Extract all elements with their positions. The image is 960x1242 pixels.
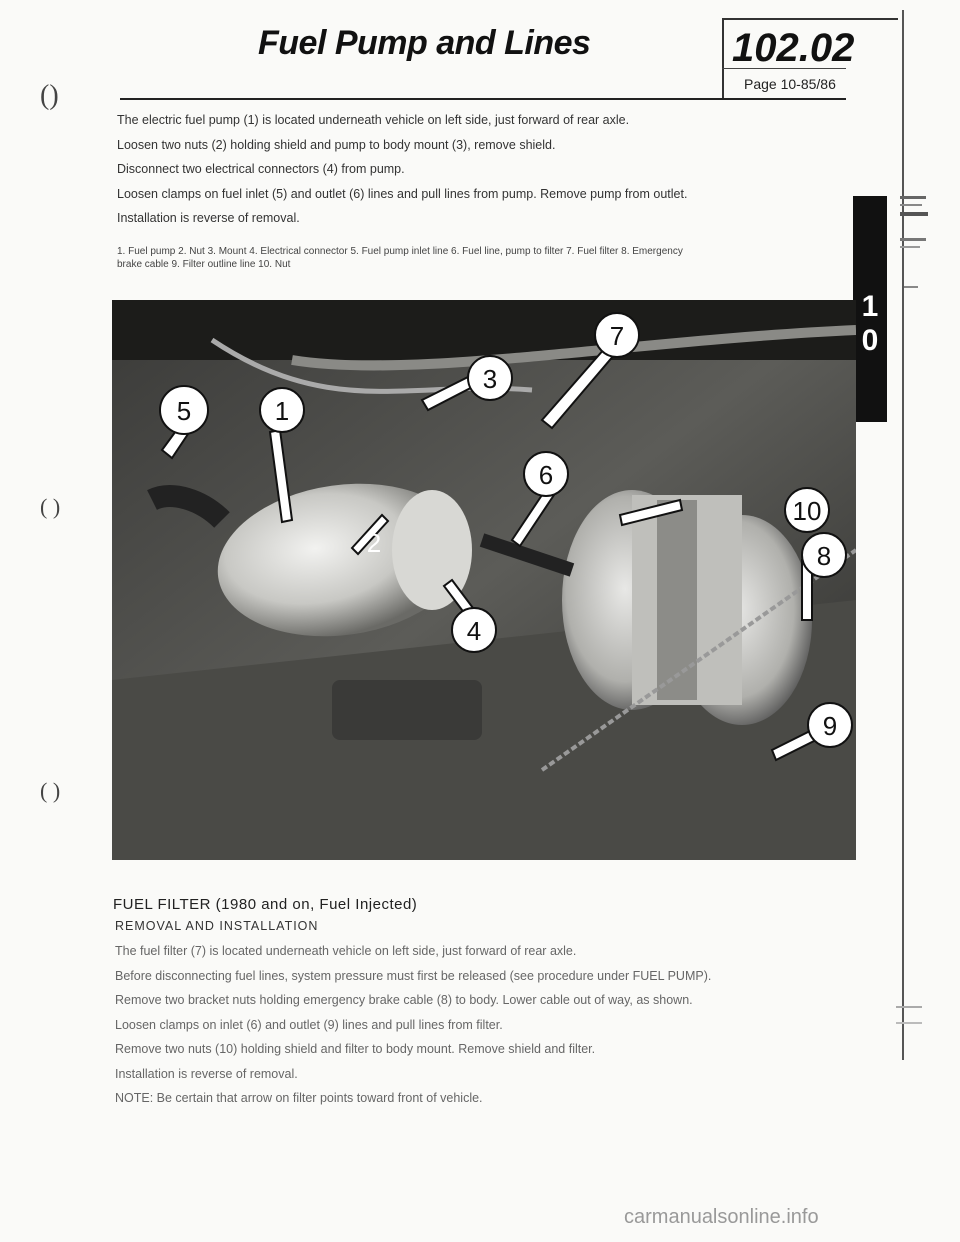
page-number: Page 10-85/86 [744,76,836,92]
callout-label: 1 [274,396,290,426]
callout-label: 9 [822,711,838,741]
callout-label: 6 [538,460,554,490]
callout-label: 8 [816,541,832,571]
header-rule [120,98,846,100]
header-box-top [722,18,898,20]
fuel-filter-line: Before disconnecting fuel lines, system pressure must first be released (see procedure under FUEL PUMP). [115,969,712,983]
callout-label: 4 [466,616,482,646]
fuel-filter-line: Remove two nuts (10) holding shield and filter to body mount. Remove shield and filter. [115,1042,596,1056]
intro-paragraph: The electric fuel pump (1) is located underneath vehicle on left side, just forward of rear axle. [117,113,630,127]
intro-paragraph: Loosen two nuts (2) holding shield and pump to body mount (3), remove shield. [117,138,556,152]
callout-label: 7 [609,321,625,351]
punch-hole-mark: ( ) [40,494,61,519]
fuel-pump-photo [112,300,856,860]
fuel-filter-subheading: REMOVAL AND INSTALLATION [115,919,319,933]
section-tab-digit: 1 [861,290,879,323]
binding-edge-line [902,10,904,1060]
fuel-filter-line: Loosen clamps on inlet (6) and outlet (9) lines and pull lines from filter. [115,1018,503,1032]
punch-hole-mark: ( ) [40,778,61,803]
intro-paragraph: Installation is reverse of removal. [117,211,300,225]
scan-artifact [896,190,936,320]
page-title: Fuel Pump and Lines [258,24,591,62]
header-box-left [722,18,724,100]
fuel-filter-line: Installation is reverse of removal. [115,1067,298,1081]
callout-label: 5 [176,396,192,426]
figure-legend: brake cable 9. Filter outline line 10. Nut [117,259,291,270]
intro-paragraph: Disconnect two electrical connectors (4) from pump. [117,162,405,176]
section-tab-digit: 0 [861,324,879,357]
callout-label: 2 [366,528,382,558]
intro-paragraph: Loosen clamps on fuel inlet (5) and outlet (6) lines and pull lines from pump. Remove pump from outlet. [117,187,688,201]
fuel-filter-line: NOTE: Be certain that arrow on filter points toward front of vehicle. [115,1091,483,1105]
scan-artifact [896,1006,922,1024]
fuel-filter-heading: FUEL FILTER (1980 and on, Fuel Injected) [113,896,418,913]
callout-label: 10 [792,496,822,526]
figure-legend: 1. Fuel pump 2. Nut 3. Mount 4. Electrical connector 5. Fuel pump inlet line 6. Fuel line, pump to filter 7. Fuel filter 8. Emergency [117,246,683,257]
punch-hole-mark: (​) [40,80,59,111]
section-number: 102.02 [732,26,855,70]
fuel-filter-line: Remove two bracket nuts holding emergency brake cable (8) to body. Lower cable out of way, as shown. [115,993,693,1007]
watermark: carmanualsonline.info [624,1206,819,1228]
section-tab [853,196,887,422]
callout-label: 3 [482,364,498,394]
fuel-filter-line: The fuel filter (7) is located underneath vehicle on left side, just forward of rear axle. [115,944,577,958]
